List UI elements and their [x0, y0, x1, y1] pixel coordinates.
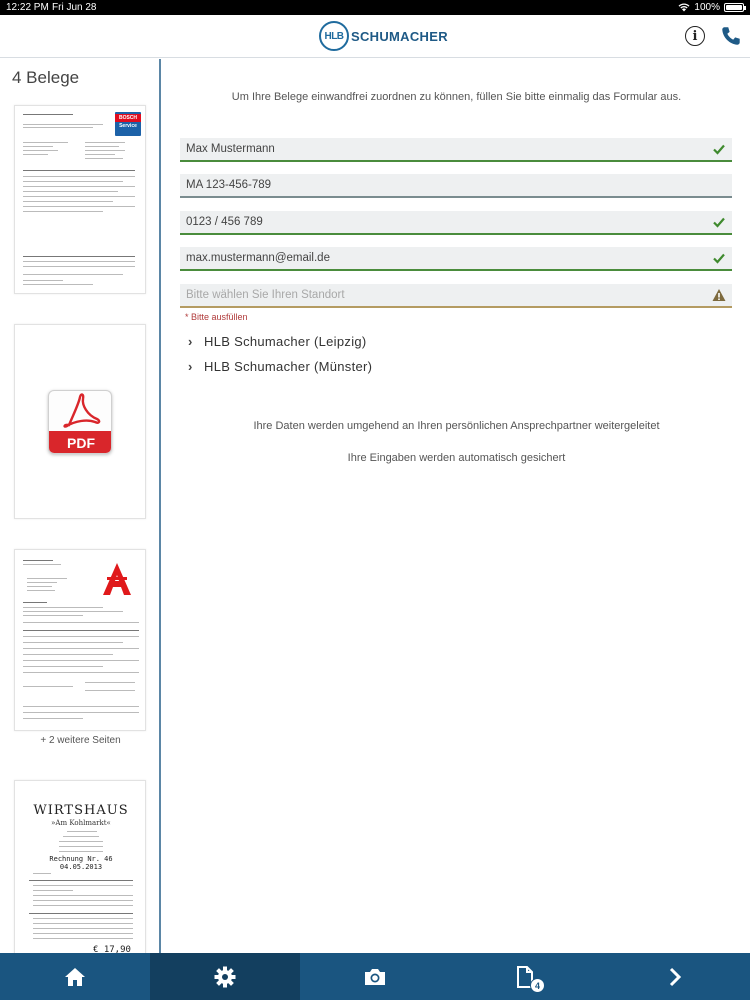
gear-icon [214, 966, 236, 988]
document-thumbnail-pdf[interactable] [14, 324, 146, 519]
pdf-file-icon [48, 390, 112, 454]
location-field-placeholder: Bitte wählen Sie Ihren Standort [186, 289, 345, 301]
camera-icon [363, 967, 387, 987]
documents-count: 4 Belege [12, 68, 80, 87]
check-icon [712, 251, 726, 265]
chevron-right-icon [668, 967, 682, 987]
chevron-right-icon: › [188, 334, 193, 349]
documents-badge: 4 [530, 978, 545, 993]
status-bar [0, 0, 750, 15]
status-date: Fri Jun 28 [52, 2, 97, 13]
logo-badge: HLB [319, 21, 349, 51]
tab-home[interactable] [0, 953, 150, 1000]
location-option-label: HLB Schumacher (Leipzig) [204, 334, 367, 349]
battery-percent: 100% [694, 2, 720, 13]
battery-icon [724, 3, 744, 12]
more-pages-label: + 2 weitere Seiten [40, 735, 121, 746]
tab-camera[interactable] [300, 953, 450, 1000]
pdf-label: PDF [49, 431, 112, 454]
forwarding-note: Ihre Daten werden umgehend an Ihren persönlichen Ansprechpartner weitergeleitet [253, 420, 660, 432]
id-field-value: MA 123-456-789 [186, 179, 272, 191]
tab-next[interactable] [600, 953, 750, 1000]
app-header [0, 15, 750, 58]
phone-icon[interactable] [720, 25, 742, 47]
name-field[interactable] [180, 138, 732, 162]
receipt-title: WIRTSHAUS [33, 803, 129, 818]
receipt-invoice-no: Rechnung Nr. 46 [49, 855, 113, 863]
location-field[interactable] [180, 284, 732, 308]
email-field[interactable] [180, 247, 732, 271]
required-message: * Bitte ausfüllen [185, 312, 248, 322]
hlb-schumacher-logo [319, 21, 448, 51]
form-intro: Um Ihre Belege einwandfrei zuordnen zu können, füllen Sie bitte einmalig das Formular aus. [231, 91, 682, 103]
receipt-date: 04.05.2013 [59, 863, 103, 871]
check-icon [712, 215, 726, 229]
acrobat-icon [49, 391, 112, 431]
location-option-muenster[interactable] [188, 359, 372, 374]
document-thumbnail-restaurant[interactable] [14, 780, 146, 953]
phone-field[interactable] [180, 211, 732, 235]
status-right [678, 2, 744, 13]
receipt-subtitle: »Am Kohlmarkt« [51, 819, 111, 827]
location-option-label: HLB Schumacher (Münster) [204, 359, 373, 374]
apotheke-logo [101, 562, 133, 596]
chevron-right-icon: › [188, 359, 193, 374]
document-thumbnail-pharmacy[interactable] [14, 549, 146, 731]
bosch-service-logo: BOSCH Service [115, 112, 141, 136]
receipt-total: € 17,90 [93, 945, 131, 953]
tab-settings[interactable] [150, 953, 300, 1000]
logo-word: SCHUMACHER [351, 28, 448, 44]
location-option-leipzig[interactable] [188, 334, 367, 349]
home-icon [64, 967, 86, 987]
bottom-tab-bar [0, 953, 750, 1000]
info-icon[interactable]: i [685, 26, 705, 46]
wifi-icon [678, 3, 690, 12]
documents-sidebar [0, 59, 161, 953]
name-field-value: Max Mustermann [186, 143, 275, 155]
email-field-value: max.mustermann@email.de [186, 252, 330, 264]
phone-field-value: 0123 / 456 789 [186, 216, 263, 228]
registration-form [163, 59, 750, 953]
status-time: 12:22 PM [6, 2, 49, 13]
autosave-note: Ihre Eingaben werden automatisch gesichert [347, 452, 566, 464]
check-icon [712, 142, 726, 156]
document-thumbnail-invoice[interactable] [14, 105, 146, 294]
id-field[interactable] [180, 174, 732, 198]
tab-documents[interactable] [450, 953, 600, 1000]
warning-icon [712, 288, 726, 302]
